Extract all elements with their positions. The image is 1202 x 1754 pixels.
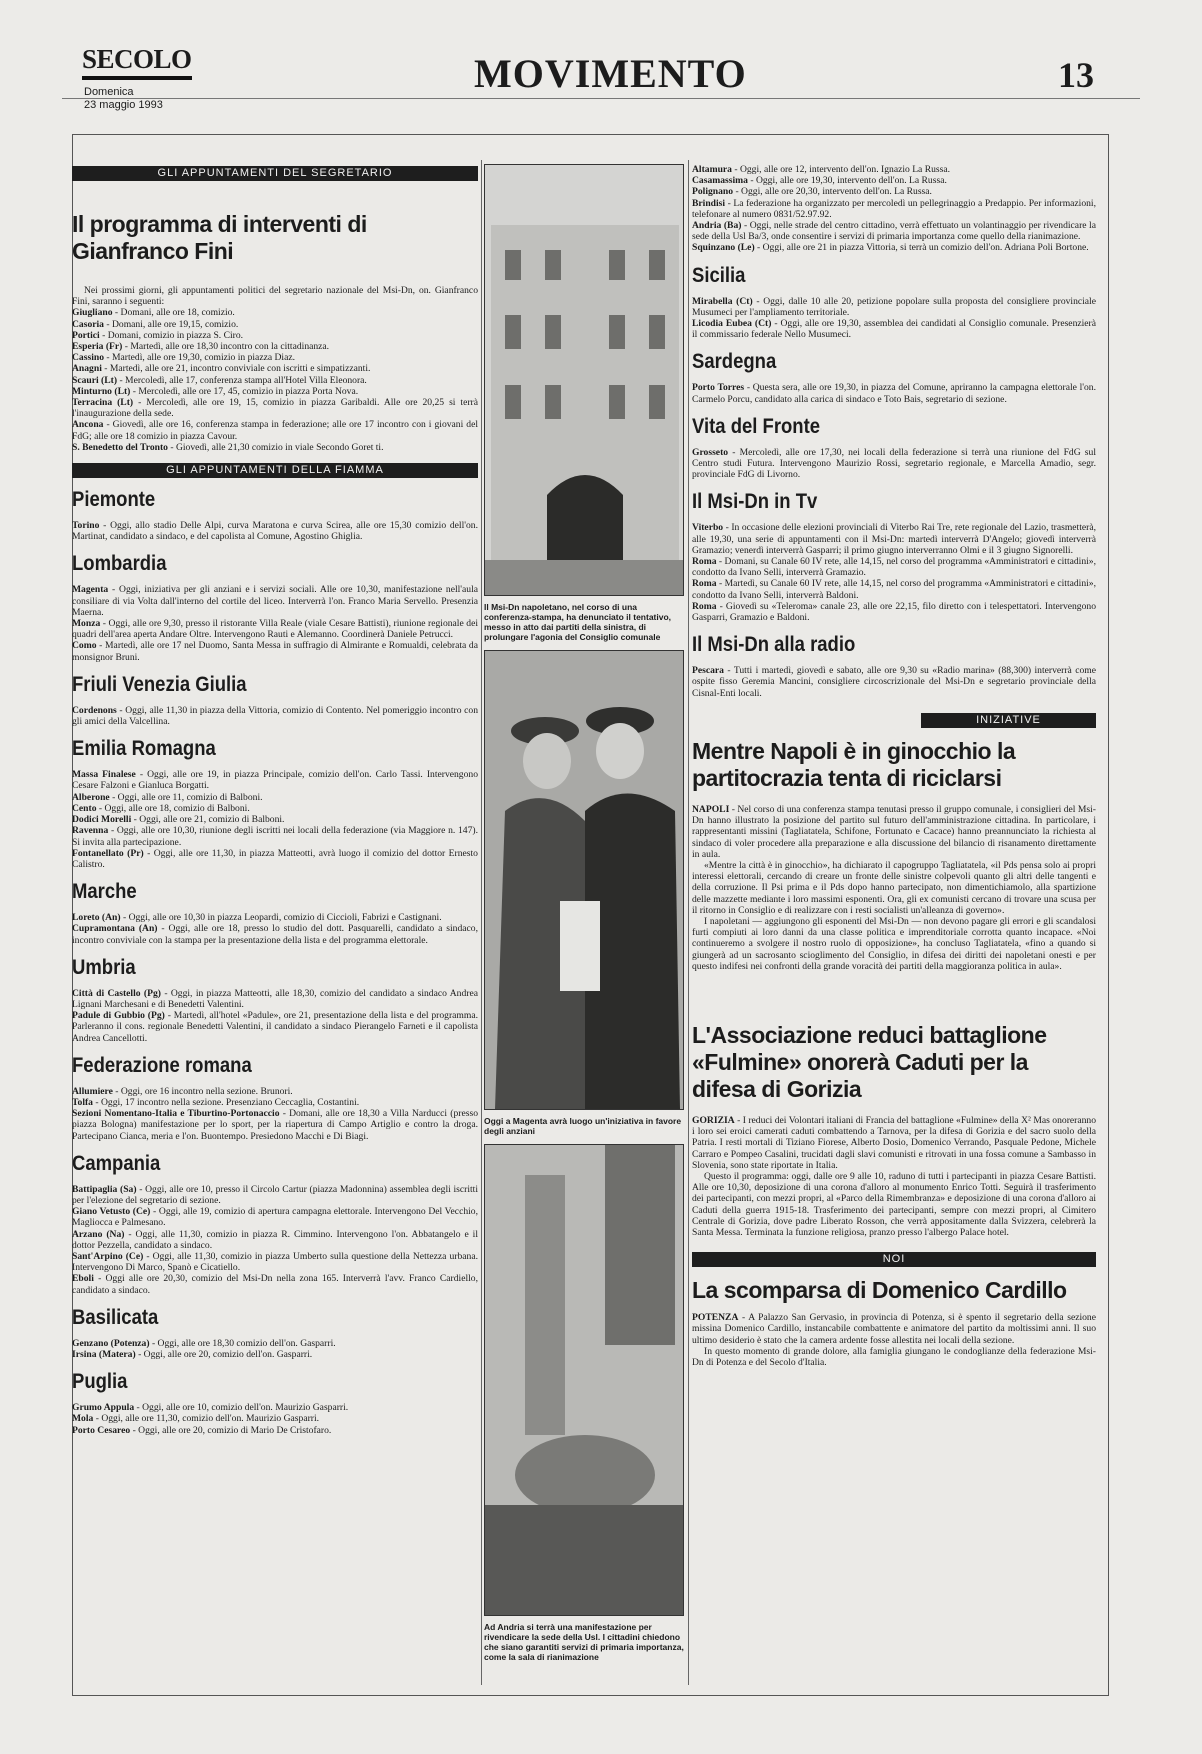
entry-place: Andria (Ba) [692, 220, 742, 232]
entry-text: - Oggi, iniziativa per gli anziani e i servizi sociali. Alle ore 10,30, manifestazione nell'aula consiliare di via Volta dall'interno del cortile del liceo. Interverrà l'on. Franco Maria Servello. Presenzia Maerna. [72, 584, 478, 618]
entry-place: Roma [692, 578, 717, 590]
photo-andria [484, 1144, 684, 1616]
entry-text: - Oggi, allo stadio Delle Alpi, curva Maratona e curva Scirea, alle ore 15,30 comizio dell'on. Martinat, candidato a sindaco, e del capolista al Comune, Agostino Ghiglia. [72, 520, 478, 543]
entry-text: - Oggi, in piazza Matteotti, alle 18,30, comizio del candidato a sindaco Andrea Lignani Marchesani e di Benedetti Valentini. [72, 987, 478, 1010]
entry-text: - Oggi, alle ore 19,30, intervento dell'on. La Russa. [747, 175, 947, 187]
entry-text: I napoletani — aggiungono gli esponenti del Msi-Dn — non devono pagare gli errori e gli scandalosi furti compiuti ai loro danni da una classe politica e imprenditoriale corrotta quanto incapace. «Noi continueremo a svolgere il nostro ruolo di opposizione», ha concluso Tagliatatela, «fino a quando si giungerà ad un sacrosanto scioglimento del Consiglio, in difesa dei diritti dei napoletani onesti e per questo indifesi nei confronti della grande voracità dei partiti della maggioranza politica in aula». [692, 915, 1096, 972]
entry-text: - Mercoledì, alle ore 17, 45, comizio in piazza Porta Nova. [130, 385, 359, 397]
entry [72, 375, 478, 386]
elderly-men-image [485, 651, 684, 1109]
entry-place: Grumo Appula [72, 1402, 135, 1414]
article-title-fini: Il programma di interventi di Gianfranco Fini [72, 211, 367, 264]
fini-appointments-list [72, 307, 478, 453]
entry [692, 1312, 1096, 1346]
entry-place: Casamassima [692, 175, 748, 187]
entry [72, 319, 478, 330]
entry-text: - Oggi, alle ore 20, comizio di Mario De Cristofaro. [130, 1424, 332, 1436]
entry-text: - Oggi, alle ore 19, in piazza Principale, comizio dell'on. Carlo Tassi. Intervengono Cesare Falzoni e Gianluca Borgatti. [72, 769, 478, 792]
entry [72, 1349, 478, 1360]
entry [692, 578, 1096, 600]
region-heading: Umbria [72, 955, 136, 979]
entry [72, 1273, 478, 1295]
region-heading: Il Msi-Dn in Tv [692, 490, 818, 514]
entry-text: - Mercoledì, alle ore 17,30, nei locali della federazione si terrà una riunione del FdG sul Centro studi Futura. Intervengono Maurizio Rossi, segretario regionale, e Marcella Amadio, segr. provinciale FdG di Livorno. [692, 446, 1096, 481]
entry-place: Allumiere [72, 1085, 113, 1097]
entry [72, 397, 478, 419]
entry-text: - Domani, alle ore 19,15, comizio. [103, 318, 239, 330]
entry-place: Cassino [72, 352, 104, 364]
entry-place: Roma [692, 556, 717, 568]
entry-place: Arzano (Na) [72, 1228, 125, 1240]
entry-text: - Oggi, alle ore 10, presso il Circolo Cartur (piazza Madonnina) assemblea degli iscritti per l'elezione del segretario di sezione. [72, 1183, 478, 1206]
entry-text: - Oggi, nelle strade del centro cittadino, verrà effettuato un volantinaggio per rivendicare la sede della Usl Ba/3, onde consentire i servizi di primaria importanza come quello della rianimazione. [692, 220, 1096, 243]
entry-place: S. Benedetto del Tronto [72, 441, 168, 453]
entry [72, 1229, 478, 1251]
entry-text: - Oggi, alle ore 10,30 in piazza Leopardi, comizio di Ciccioli, Fabrizi e Castignani. [120, 912, 442, 924]
entry-place: Pescara [692, 665, 724, 677]
entry-place: Irsina (Matera) [72, 1348, 136, 1360]
entry-place: Terracina (Lt) [72, 397, 134, 409]
entry [72, 341, 478, 352]
entry [692, 296, 1096, 318]
entry [72, 442, 478, 453]
entry-text: «Mentre la città è in ginocchio», ha dichiarato il capogruppo Tagliatatela, «il Pds pensa solo ai propri interessi elettorali, cercando di creare un fronte delle sinistre colpevoli quanto gli altri delle tangenti e della corruzione. Il Psi prima e il Pds dopo hanno partecipato, non dimentichiamolo, alla spartizione delle mazzette mediante i loro massimi esponenti. Ora, gli ex comunisti cercano di trovare una scusa per il ritorno in Consiglio e di realizzare con i resti socialisti un'alleanza di governo». [692, 859, 1096, 916]
entry [72, 363, 478, 374]
entry-text: - Oggi, alle ore 19,30, assemblea dei candidati al Consiglio comunale. Presenzierà il commissario federale Nello Musumeci. [692, 318, 1096, 341]
entry-place: Minturno (Lt) [72, 385, 131, 397]
article-body-fulmine [692, 1115, 1096, 1238]
column-left [72, 164, 478, 1682]
entry-text: - Mercoledì, alle 17, conferenza stampa all'Hotel Villa Eleonora. [117, 374, 367, 386]
entry-place: Polignano [692, 186, 734, 198]
region-heading: Federazione romana [72, 1053, 252, 1077]
region-heading: Sicilia [692, 263, 746, 287]
entry [692, 164, 1096, 175]
entry [72, 1184, 478, 1206]
entry-place: Brindisi [692, 197, 726, 209]
region-heading: Il Msi-Dn alla radio [692, 633, 856, 657]
entry [72, 1251, 478, 1273]
entry-place: NAPOLI [692, 803, 730, 815]
entry-text: - Domani, su Canale 60 IV rete, alle 14,15, nel corso del programma «Amministratori e cittadini», condotto da Ivano Selli, interverrà Gramazio. [692, 556, 1096, 579]
entry [72, 1086, 478, 1097]
entry-place: GORIZIA [692, 1114, 735, 1126]
entry-text: - Oggi, alle ore 11,30, in piazza Matteotti, avrà luogo il comizio del dottor Ernesto Calistro. [72, 847, 478, 870]
entry [72, 520, 478, 542]
entry [692, 318, 1096, 340]
entry [72, 584, 478, 618]
statue-square-image [485, 1145, 684, 1615]
entry [72, 825, 478, 847]
region-heading: Emilia Romagna [72, 737, 216, 761]
entry-text: - Oggi, alle 11,30, comizio in piazza Umberto sulla questione della Nettezza urbana. Intervengono Di Marco, Spanò e Cicatiello. [72, 1250, 478, 1274]
entry-place: POTENZA [692, 1312, 739, 1324]
entry-place: Torino [72, 520, 100, 532]
entry [692, 665, 1096, 699]
entry [72, 386, 478, 397]
entry [72, 705, 478, 727]
entry-text: - Oggi, alle 19, comizio di apertura campagna elettorale. Intervengono Del Vecchio, Magliocca e Palmesano. [72, 1206, 478, 1229]
entry-text: - Martedì, all'hotel «Padule», ore 21, presentazione della lista e del programma. Parleranno il cons. regionale Benedetti Valentini, il candidato a sindaco Pierangelo Farneti e il capolista Andrea Cancellotti. [72, 1010, 478, 1044]
entry [692, 220, 1096, 242]
entry [692, 1115, 1096, 1171]
entry-text: - Giovedì, alle 21,30 comizio in viale Secondo Goret ti. [167, 441, 384, 453]
entry-text: - Oggi, alle ore 10,30, riunione degli iscritti nei locali della federazione (via Maggiore n. 147). Si invita alla partecipazione. [72, 825, 478, 848]
article-title-fulmine: L'Associazione reduci battaglione «Fulmine» onorerà Caduti per la difesa di Gorizia [692, 1021, 1047, 1102]
entry-place: Casoria [72, 318, 104, 330]
entry [72, 640, 478, 662]
article-body-cardillo [692, 1312, 1096, 1368]
entry [692, 1171, 1096, 1238]
section-bar-noi: NOI [692, 1252, 1096, 1267]
entry-place: Giugliano [72, 307, 113, 319]
entry-text: - Oggi, alle ore 21, comizio di Balboni. [131, 814, 285, 826]
entry [692, 175, 1096, 186]
entry-place: Cupramontana (An) [72, 923, 158, 935]
entry-place: Porto Cesareo [72, 1424, 131, 1436]
section-bar-iniziative: INIZIATIVE [921, 713, 1096, 728]
entry [692, 860, 1096, 916]
entry [72, 988, 478, 1010]
entry-place: Battipaglia (Sa) [72, 1183, 137, 1195]
section-title: MOVIMENTO [474, 51, 747, 96]
entry [692, 447, 1096, 481]
entry-text: - A Palazzo San Gervasio, in provincia di Potenza, si è spento il segretario della sezione missina Domenico Cardillo, instancabile combattente e animatore del partito da moltissimi anni. Il suo ultimo desiderio è stato che la camera ardente fosse allestita nei locali della sezione. [692, 1312, 1096, 1346]
entry-place: Tolfa [72, 1096, 93, 1108]
section-bar-fiamma: GLI APPUNTAMENTI DELLA FIAMMA [72, 463, 478, 478]
entry [72, 848, 478, 870]
entry-place: Città di Castello (Pg) [72, 987, 161, 999]
entry-text: Questo il programma: oggi, dalle ore 9 alle 10, raduno di tutti i partecipanti in piazza Cesare Battisti. Alle ore 10,30, deposizione di una corona d'alloro al monumento Enrico Totti. Seguirà il trasferimento dei partecipanti, con mezzi propri, al «Parco della Rimembranza» e deposizione di una corona d'alloro ai Caduti della guerra 1915-18. Trasferimento dei partecipanti, sempre con mezzi propri, al Cimitero Centrale di Gorizia, dove padre Liberato Rosson, che verrà appositamente dalla Svizzera, celebrerà la Santa Messa. Terminata la funzione religiosa, pranzo presso l'albergo Palace hotel. [692, 1170, 1096, 1238]
photo-caption-magenta: Oggi a Magenta avrà luogo un'iniziativa in favore degli anziani [484, 1116, 682, 1136]
entry-text: - Oggi, alle 11,30, comizio in piazza R. Cimmino. Intervengono l'on. Abbatangelo e il dottor Pezzella, candidato a sindaco. [72, 1228, 478, 1251]
entry-text: - Martedì, alle ore 17 nel Duomo, Santa Messa in suffragio di Almirante e Romualdi, celebrata da monsignor Bruni. [72, 640, 478, 663]
entry [692, 556, 1096, 578]
entry [72, 769, 478, 791]
region-heading: Marche [72, 880, 137, 904]
photo-palazzo-napoli [484, 164, 684, 596]
entry-place: Roma [692, 600, 717, 612]
column-photos [484, 164, 684, 1682]
entry [72, 814, 478, 825]
region-heading: Basilicata [72, 1305, 159, 1329]
entry-text: - Domani, comizio in piazza S. Ciro. [99, 329, 244, 341]
entry [72, 352, 478, 363]
article-title-cardillo: La scomparsa di Domenico Cardillo [692, 1277, 1067, 1304]
puglia-continued-list [692, 164, 1096, 254]
entry-place: Licodia Eubea (Ct) [692, 318, 772, 330]
entry-text: - Martedì, alle ore 18,30 incontro con la cittadinanza. [122, 341, 330, 353]
entry [692, 382, 1096, 404]
entry-place: Loreto (An) [72, 912, 121, 924]
entry-text: - Oggi, alle ore 10, comizio dell'on. Maurizio Gasparri. [134, 1402, 349, 1414]
entry [72, 1097, 478, 1108]
entry-text: - Martedì, alle ore 19,30, comizio in piazza Diaz. [104, 352, 295, 364]
entry-text: - Mercoledì, alle ore 19, 15, comizio in piazza Garibaldi. Alle ore 20,25 si terrà l'inaugurazione della sede. [72, 397, 478, 420]
entry-text: - Oggi, alle ore 18,30 comizio dell'on. Gasparri. [149, 1337, 336, 1349]
entry-text: - Martedì, su Canale 60 IV rete, alle 14,15, nel corso del programma «Amministratori e cittadini», condotto da Ivano Selli, interverrà Baldoni. [692, 578, 1096, 601]
masthead-paper-name: SECOLO [82, 44, 192, 80]
entry-text: - Tutti i martedì, giovedì e sabato, alle ore 9,30 su «Radio marina» (88,300) interverrà come ospite fisso Geremia Mancini, consigliere circoscrizionale del Msi-Dn e segretario provinciale della Cisnal-Enti locali. [692, 665, 1096, 699]
entry-place: Scauri (Lt) [72, 374, 118, 386]
entry-place: Monza [72, 618, 101, 630]
entry-place: Padule di Gubbio (Pg) [72, 1010, 165, 1022]
article-body-napoli [692, 804, 1096, 972]
entry-text: - Giovedì, alle ore 16, conferenza stampa in federazione; alle ore 17 incontro con i giovani del FdG; alle ore 18 comizio in piazza Cavour. [72, 419, 478, 442]
entry-text: - Oggi, alle ore 11, comizio di Balboni. [109, 791, 263, 803]
entry [72, 1108, 478, 1142]
entry-place: Giano Vetusto (Ce) [72, 1206, 151, 1218]
entry [692, 1346, 1096, 1368]
entry-text: - Oggi, alle 11,30 in piazza della Vittoria, comizio di Contento. Nel pomeriggio incontro con gli amici della Valcellina. [72, 704, 478, 728]
building-facade-image [485, 165, 684, 595]
entry-text: - Oggi, alle ore 9,30, presso il ristorante Villa Reale (viale Cesare Battisti), riunione regionale dei quadri dell'area aperta Andare Oltre. Intervengono Rauti e Alemanno. Coordinerà Daniele Petrucci. [72, 618, 478, 641]
entry-text: - Oggi, alle ore 21 in piazza Vittoria, si terrà un comizio dell'on. Adriana Poli Bortone. [754, 242, 1089, 254]
entry [692, 601, 1096, 623]
masthead-rule [62, 98, 1140, 99]
photo-anziani-magenta [484, 650, 684, 1110]
column-right [692, 164, 1096, 1682]
entry-place: Portici [72, 329, 100, 341]
region-heading: Sardegna [692, 350, 777, 374]
entry [692, 242, 1096, 253]
entry [72, 1338, 478, 1349]
entry-text: In questo momento di grande dolore, alla famiglia giungano le condoglianze della federazione Msi-Dn di Potenza e del Secolo d'Italia. [692, 1345, 1096, 1368]
entry [72, 419, 478, 441]
entry-place: Fontanellato (Pr) [72, 847, 144, 859]
entry-place: Alberone [72, 791, 110, 803]
entry-text: - Oggi, ore 16 incontro nella sezione. Brunori. [112, 1085, 293, 1097]
entry-text: - Oggi, 17 incontro nella sezione. Presenziano Ceccaglia, Costantini. [92, 1096, 360, 1108]
entry [72, 618, 478, 640]
entry-place: Esperia (Fr) [72, 341, 123, 353]
entry-text: - Domani, alle ore 18,30 a Villa Narducci (presso piazza Bologna) manifestazione per lo sport, per la riapertura di Campo Artiglio e contro la droga. Partecipano Cianca, meria e l'on. Buontempo. Presiedono Macchi e Di Biagi. [72, 1108, 478, 1142]
entry-place: Cordenons [72, 704, 117, 716]
entry-place: Mola [72, 1413, 94, 1425]
region-heading: Campania [72, 1151, 161, 1175]
entry-place: Squinzano (Le) [692, 242, 755, 254]
entry-text: - Oggi alle ore 20,30, comizio del Msi-Dn nella zona 165. Interverrà l'avv. Franco Cardiello, candidato a sindaco. [72, 1273, 478, 1296]
entry-text: - Domani, alle ore 18, comizio. [112, 307, 235, 319]
entry-place: Ravenna [72, 825, 109, 837]
entry [72, 330, 478, 341]
entry [72, 912, 478, 923]
entry [72, 923, 478, 945]
column-divider [688, 160, 689, 1685]
entry [72, 803, 478, 814]
article-intro-fini: Nei prossimi giorni, gli appuntamenti politici del segretario nazionale del Msi-Dn, on. Gianfranco Fini, saranno i seguenti: [72, 285, 478, 308]
entry-text: - Oggi, alle ore 18, presso lo studio del dott. Pasquarelli, candidato a sindaco, incontro conviviale con la stampa per la presentazione della lista e del programma elettorale. [72, 923, 478, 946]
entry [692, 522, 1096, 556]
entry [72, 307, 478, 318]
entry [692, 804, 1096, 860]
entry-text: - I reduci dei Volontari italiani di Francia del battaglione «Fulmine» della X² Mas onoreranno i loro sei eroici camerati caduti combattendo a Tarnova, per la difesa di Gorizia e del sacro suolo della Patria. I resti mortali di Tiziano Fiorese, Alberto Dosio, Domenico Verrando, Pasquale Pedone, Michele Carraro e Pompeo Casalini, trucidati dagli slavi comunisti e ritrovati in una fossa comune a Sambasso in Slovenia, sono state riportate in Italia. [692, 1114, 1096, 1171]
entry-text: - Oggi, alle ore 11,30, comizio dell'on. Maurizio Gasparri. [93, 1413, 320, 1425]
entry-place: Massa Finalese [72, 769, 136, 781]
photo-caption-napoli: Il Msi-Dn napoletano, nel corso di una conferenza-stampa, ha denunciato il tentativo, messo in atto dai partiti della sinistra, di prolungare l'agonia del Consiglio comunale [484, 602, 672, 642]
entry [72, 1402, 478, 1413]
region-heading: Vita del Fronte [692, 414, 821, 438]
entry-text: - Oggi, alle ore 18, comizio di Balboni. [96, 802, 250, 814]
entry-place: Porto Torres [692, 382, 745, 394]
entry-place: Anagni [72, 363, 102, 375]
entry-place: Altamura [692, 164, 732, 175]
entry-place: Eboli [72, 1273, 94, 1285]
entry-text: - Martedì, alle ore 21, incontro conviviale con iscritti e simpatizzanti. [101, 363, 371, 375]
entry-place: Grosseto [692, 446, 729, 458]
entry [72, 1413, 478, 1424]
region-heading: Puglia [72, 1370, 128, 1394]
entry [692, 916, 1096, 972]
entry-place: Viterbo [692, 522, 724, 534]
entry-text: - Oggi, alle ore 12, intervento dell'on. Ignazio La Russa. [731, 164, 951, 175]
photo-caption-andria: Ad Andria si terrà una manifestazione per rivendicare la sede della Usl. I cittadini chiedono che siano garantiti servizi di primaria importanza, come la sala di rianimazione [484, 1622, 684, 1662]
entry [72, 1425, 478, 1436]
entry [72, 792, 478, 803]
section-bar-segretario: GLI APPUNTAMENTI DEL SEGRETARIO [72, 166, 478, 181]
entry-text: - Oggi, alle ore 20, comizio dell'on. Gasparri. [135, 1348, 313, 1360]
region-heading: Piemonte [72, 488, 156, 512]
region-heading: Friuli Venezia Giulia [72, 672, 247, 696]
masthead-date [84, 86, 163, 112]
entry-place: Dodici Morelli [72, 814, 132, 826]
column-divider [481, 160, 482, 1685]
page-number: 13 [1058, 55, 1094, 95]
entry-place: Ancona [72, 419, 104, 431]
entry-place: Magenta [72, 584, 109, 596]
entry [692, 186, 1096, 197]
entry-place: Sezioni Nomentano-Italia e Tiburtino-Portonaccio [72, 1108, 280, 1120]
masthead-day: Domenica [84, 86, 134, 98]
entry-place: Sant'Arpino (Ce) [72, 1250, 144, 1262]
regions-list [72, 488, 478, 1436]
entry-text: - La federazione ha organizzato per mercoledì un pellegrinaggio a Predappio. Per informazioni, telefonare al numero 0831/52.97.92. [692, 197, 1096, 220]
entry-text: - Oggi, dalle 10 alle 20, petizione popolare sulla proposta del consigliere provinciale Musumeci per l'ampliamento territoriale. [692, 295, 1096, 318]
entry-text: - In occasione delle elezioni provinciali di Viterbo Rai Tre, rete regionale del Lazio, trasmetterà, alle 19,30, una serie di appuntamenti con il Msi-Dn: martedì interverrà D'Angelo; giovedì interverrà Gramazio; venerdì interverrà Gasparri; il primo giugno interverranno Olmi e il 3 giugno Signorelli. [692, 522, 1096, 556]
regions-list-right [692, 264, 1096, 699]
masthead-date-text: 23 maggio 1993 [84, 99, 163, 111]
entry-place: Genzano (Potenza) [72, 1337, 150, 1349]
entry [72, 1010, 478, 1044]
entry [692, 198, 1096, 220]
article-title-napoli: Mentre Napoli è in ginocchio la partitocrazia tenta di riciclarsi [692, 737, 1016, 791]
entry-place: Mirabella (Ct) [692, 295, 753, 307]
entry-text: - Giovedì su «Teleroma» canale 23, alle ore 22,15, filo diretto con i telespettatori. Intervengono Gasparri, Gramazio e Baldoni. [692, 600, 1096, 624]
entry-place: Como [72, 640, 97, 652]
region-heading: Lombardia [72, 552, 167, 576]
entry-text: - Oggi, alle ore 20,30, intervento dell'on. La Russa. [733, 186, 932, 198]
entry-place: Cento [72, 802, 97, 814]
entry-text: - Questa sera, alle ore 19,30, in piazza del Comune, apriranno la campagna elettorale l'on. Carmelo Porcu, candidato alla carica di sindaco e Toto Bais, segretario di sezione. [692, 382, 1096, 405]
entry [72, 1206, 478, 1228]
entry-text: - Nel corso di una conferenza stampa tenutasi presso il gruppo comunale, i consiglieri del Msi-Dn hanno illustrato la posizione del partito sul futuro dell'amministrazione cittadina. In particolare, i rappresentanti missini (Tagliatatela, Schifone, Fortunato e Cacace) hanno preannunciato la richiesta al sindaco di voler procedere alla preparazione e alla discussione del bilancio di risanamento direttamente in aula. [692, 803, 1096, 860]
